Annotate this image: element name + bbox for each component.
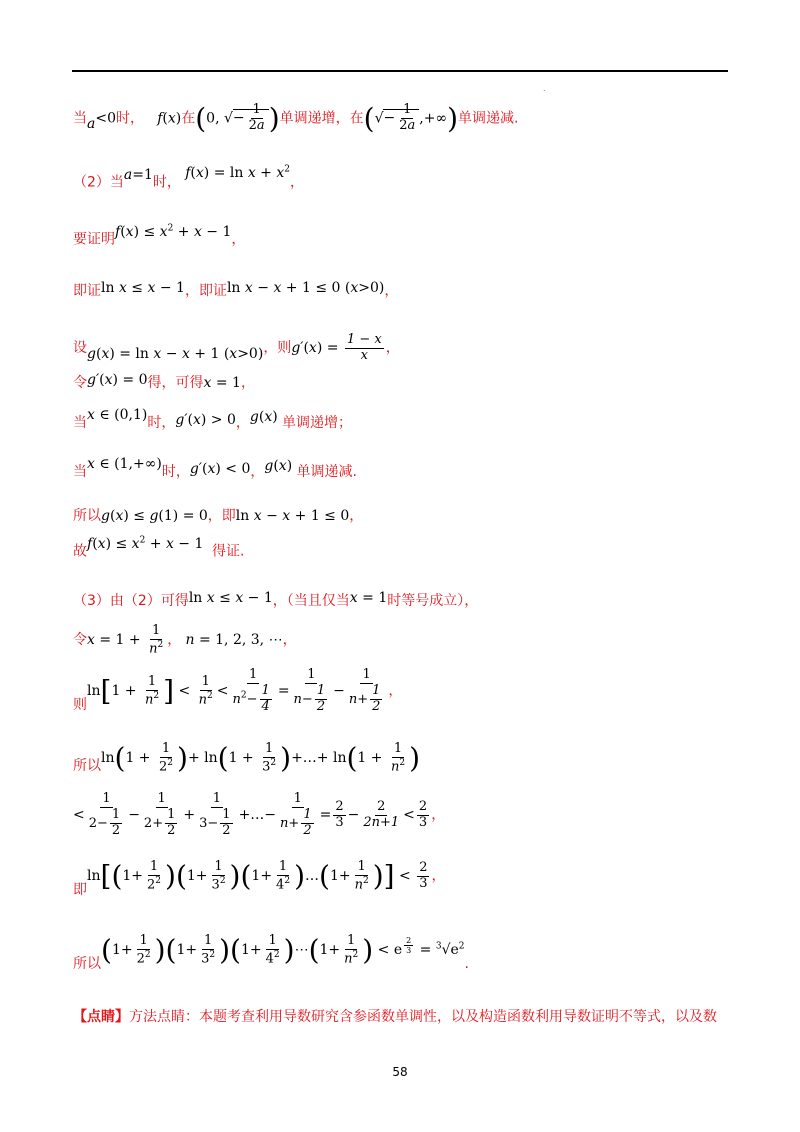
tip-note: 【点睛】方法点睛：本题考查利用导数研究含参函数单调性，以及构造函数利用导数证明不等式，以及数	[73, 1009, 717, 1025]
line-3: 要证明$f(x) \le x^2 + x - 1$，	[73, 223, 246, 248]
page-number: 58	[392, 1065, 408, 1079]
line-13: 则ln[1 + $\frac{1}{n^2}$ ] < $\frac{1}{n^2}$ < 1 $n^2-$ $\frac{1}{4}$ = 1 n− $\frac{1}{2}$ − 1 n+ $\frac{1}{2}$ ，	[73, 667, 403, 714]
line-16: 即ln[(1+ $\frac{1}{2^2}$ )(1+ $\frac{1}{3^2}$ )(1+ $\frac{1}{4^2}$ )…(1+ $\frac{1}{n^2}$ )] < $\frac{2}{3}$ ，	[73, 859, 446, 899]
line-14: 所以ln(1 + $\frac{1}{2^2}$ )+ ln(1 + $\frac{1}{3^2}$ )+…+ ln(1 + $\frac{1}{n^2}$ )	[73, 741, 420, 775]
line-10: 故$f(x) \le x^2 + x - 1$ 得证.	[73, 535, 245, 560]
line-1: 当a<0时， f(x)在(0, √− $\frac{1}{2a}$ )单调递增，在(√− $\frac{1}{2a}$ ,+∞)单调递减.	[73, 101, 519, 135]
header-rule	[72, 70, 728, 72]
line-17: 所以(1+ $\frac{1}{2^2}$ )(1+ $\frac{1}{3^2}$ )(1+ $\frac{1}{4^2}$ )⋯(1+ $\frac{1}{n^2}$ ) < e $^{\frac{2}{3}}$ = $^3√e^2$.	[73, 933, 469, 973]
line-6: 令g′(x) = 0得，可得x = 1，	[73, 372, 255, 391]
header-dot: .	[543, 84, 546, 93]
line-4: 即证ln x ≤ x − 1，即证ln x − x + 1 ≤ 0 (x>0)，	[73, 280, 399, 299]
line-15: < 1 2− $\frac{1}{2}$ − 1 2+ $\frac{1}{2}$ + 1 3− $\frac{1}{2}$ +…− 1 n+ $\frac{1}{2}$ = $\frac{2}{3}$ − $\frac{2}{2n+1}$ < $\frac{2}{3}$ ，	[73, 791, 446, 838]
line-8: 当x ∈ (1,+∞)时，g′(x) < 0，g(x) 单调递减.	[73, 456, 357, 480]
line-12: 令x = 1 + $\frac{1}{n^2}$ ， n = 1, 2, 3, ⋯，	[73, 623, 297, 657]
line-5: 设g(x) = ln x − x + 1 (x>0)，则g′(x) = $\frac{1 - x}{x}$ ，	[73, 332, 400, 363]
line-11: （3）由（2）可得ln x ≤ x − 1，（当且仅当x = 1时等号成立），	[73, 590, 479, 609]
line-7: 当x ∈ (0,1)时，g′(x) > 0，g(x) 单调递增；	[73, 407, 352, 431]
line-2: （2）当a=1时， $f(x) = \ln x + x^2$，	[73, 164, 305, 191]
line-9: 所以g(x) ≤ g(1) = 0，即ln x − x + 1 ≤ 0，	[73, 508, 364, 524]
